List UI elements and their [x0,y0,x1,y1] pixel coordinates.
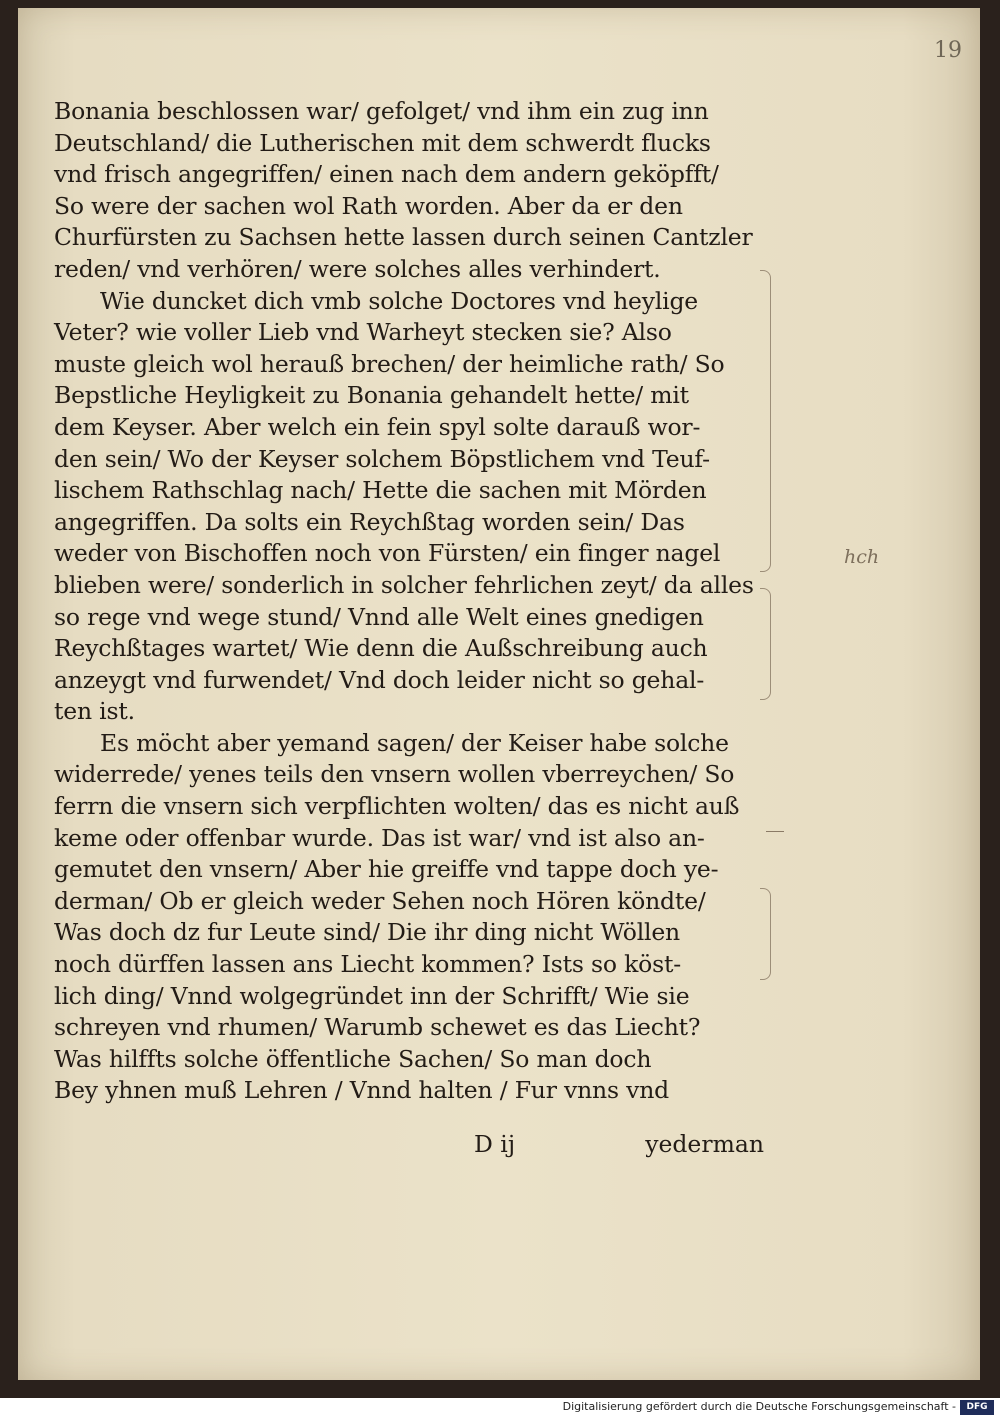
text-line: Was hilffts solche öffentliche Sachen/ So man doch [54,1044,652,1073]
text-line: ten ist. [54,697,135,726]
text-line: Veter? wie voller Lieb vnd Warheyt stecken sie? Also [54,318,672,347]
text-line: Reychßtages wartet/ Wie denn die Außschreibung auch [54,634,708,663]
text-line: Bepstliche Heyligkeit zu Bonania gehandelt hette/ mit [54,381,689,410]
page-footer-line [54,1130,772,1162]
text-line: anzeygt vnd furwendet/ Vnd doch leider nicht so gehal- [54,665,705,694]
signature-mark: D ij [474,1130,516,1158]
text-line: lischem Rathschlag nach/ Hette die sachen mit Mörden [54,476,707,505]
dfg-logo: DFG [960,1400,994,1415]
text-line: keme oder offenbar wurde. Das ist war/ vnd ist also an- [54,823,705,852]
margin-bracket-upper [760,270,771,572]
margin-bracket-bottom [760,888,771,980]
text-line: Bey yhnen muß Lehren / Vnnd halten / Fur vnns vnd [54,1076,669,1105]
folio-number: 19 [934,38,962,63]
text-line: Es möcht aber yemand sagen/ der Keiser habe solche [100,728,729,757]
text-line: So were der sachen wol Rath worden. Aber da er den [54,191,683,220]
text-line: Churfürsten zu Sachsen hette lassen durch seinen Cantzler [54,223,753,252]
text-line: ferrn die vnsern sich verpflichten wolten/ das es nicht auß [54,792,740,821]
digitization-footer [0,1398,1000,1418]
text-line: so rege vnd wege stund/ Vnnd alle Welt eines gnedigen [54,602,704,631]
text-line: vnd frisch angegriffen/ einen nach dem andern geköpfft/ [54,160,719,189]
margin-dash [766,831,784,832]
footer-credit: Digitalisierung gefördert durch die Deutsche Forschungsgemeinschaft - [562,1400,956,1413]
text-line: weder von Bischoffen noch von Fürsten/ ein finger nagel [54,539,721,568]
text-line: noch dürffen lassen ans Liecht kommen? Ists so köst- [54,950,681,979]
text-line: Was doch dz fur Leute sind/ Die ihr ding nicht Wöllen [54,918,680,947]
main-text-block [54,96,772,1107]
text-line: lich ding/ Vnnd wolgegründet inn der Schrifft/ Wie sie [54,981,690,1010]
text-line: blieben were/ sonderlich in solcher fehrlichen zeyt/ da alles [54,570,754,599]
text-line: angegriffen. Da solts ein Reychßtag worden sein/ Das [54,507,685,536]
text-line: muste gleich wol herauß brechen/ der heimliche rath/ So [54,349,725,378]
text-line: Bonania beschlossen war/ gefolget/ vnd ihm ein zug inn [54,97,709,125]
text-line: reden/ vnd verhören/ were solches alles verhindert. [54,254,661,283]
margin-bracket-lower [760,588,771,700]
catchword: yederman [645,1130,764,1158]
marginal-annotation: hch [844,546,880,568]
text-line: widerrede/ yenes teils den vnsern wollen vberreychen/ So [54,760,735,789]
text-line: gemutet den vnsern/ Aber hie greiffe vnd tappe doch ye- [54,855,719,884]
text-line: schreyen vnd rhumen/ Warumb schewet es das Liecht? [54,1013,701,1042]
text-line: dem Keyser. Aber welch ein fein spyl solte darauß wor- [54,412,701,441]
text-line: Deutschland/ die Lutherischen mit dem schwerdt flucks [54,128,711,157]
book-page [18,8,980,1380]
text-line: Wie duncket dich vmb solche Doctores vnd heylige [100,286,699,315]
text-line: derman/ Ob er gleich weder Sehen noch Hören köndte/ [54,886,706,915]
text-line: den sein/ Wo der Keyser solchem Böpstlichem vnd Teuf- [54,444,710,473]
